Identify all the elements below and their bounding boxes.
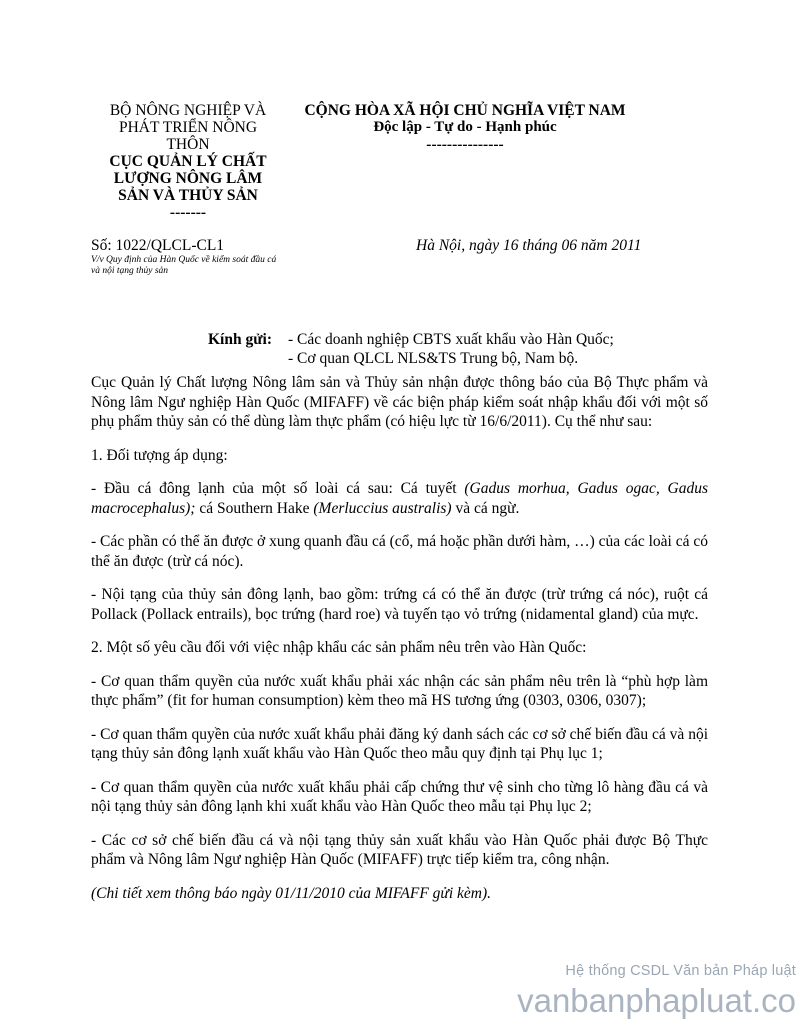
intro-paragraph: Cục Quản lý Chất lượng Nông lâm sản và Thủy sản nhận được thông báo của Bộ Thực phẩm và Nông lâm Ngư nghiệp Hàn Quốc (MIFAFF) về các biện pháp kiểm soát nhập khẩu đối với một số phụ phẩm thủy sản có thể dùng làm thực phẩm (có hiệu lực từ 16/6/2011). Cụ thể như sau: <box>91 374 708 430</box>
national-header <box>280 102 650 153</box>
scope-text: và cá ngừ. <box>451 499 520 517</box>
scope-item: - Các phần có thể ăn được ở xung quanh đầu cá (cổ, má hoặc phần dưới hàm, …) của các loài cá có thể ăn được (trừ cá nóc). <box>91 533 708 570</box>
watermark-tagline: Hệ thống CSDL Văn bản Pháp luật <box>565 963 796 979</box>
site-watermark <box>517 962 796 1021</box>
issuing-authority <box>88 102 288 221</box>
ministry-line: PHÁT TRIỂN NÔNG <box>118 119 258 136</box>
watermark-domain: vanbanphapluat.co <box>517 982 796 1019</box>
document-subject: V/v Quy định của Hàn Quốc về kiểm soát đầu cá và nội tạng thủy sản <box>91 255 277 276</box>
scope-text: - Đầu cá đông lạnh của một số loài cá sau: Cá tuyết <box>91 480 465 497</box>
requirement-item: - Cơ quan thẩm quyền của nước xuất khẩu phải cấp chứng thư vệ sinh cho từng lô hàng đầu cá và nội tạng thủy sản đông lạnh khi xuất khẩu vào Hàn Quốc theo mẫu tại Phụ lục 2; <box>91 778 708 815</box>
recipient-item: - Các doanh nghiệp CBTS xuất khẩu vào Hàn Quốc; <box>288 331 614 348</box>
national-motto: Độc lập - Tự do - Hạnh phúc <box>373 119 557 135</box>
document-number: Số: 1022/QLCL-CL1 <box>91 237 225 254</box>
species-latin: (Gadus morhua, Gadus ogac, Gadus macrocephalus); <box>91 480 708 517</box>
requirement-item: - Các cơ sở chế biến đầu cá và nội tạng thủy sản xuất khẩu vào Hàn Quốc phải được Bộ Thực phẩm và Nông lâm Ngư nghiệp Hàn Quốc (MIFAFF) trực tiếp kiểm tra, công nhận. <box>91 831 708 868</box>
document-date: Hà Nội, ngày 16 tháng 06 năm 2011 <box>416 237 642 254</box>
species-latin: (Merluccius australis) <box>313 499 452 517</box>
requirement-item: - Cơ quan thẩm quyền của nước xuất khẩu phải xác nhận các sản phẩm nêu trên là “phù hợp làm thực phẩm” (fit for human consumption) kèm theo mã HS tương ứng (0303, 0306, 0307); <box>91 672 708 709</box>
header-separator: ------- <box>169 204 207 221</box>
section-title: 2. Một số yêu cầu đối với việc nhập khẩu các sản phẩm nêu trên vào Hàn Quốc: <box>91 639 587 656</box>
section-title: 1. Đối tượng áp dụng: <box>91 446 228 464</box>
republic-title: CỘNG HÒA XÃ HỘI CHỦ NGHĨA VIỆT NAM <box>304 102 626 119</box>
requirement-item: - Cơ quan thẩm quyền của nước xuất khẩu phải đăng ký danh sách các cơ sở chế biến đầu cá và nội tạng thủy sản đông lạnh xuất khẩu vào Hàn Quốc theo mẫu quy định tại Phụ lục 1; <box>91 725 708 762</box>
recipient-item: - Cơ quan QLCL NLS&TS Trung bộ, Nam bộ. <box>288 350 579 367</box>
motto-separator: --------------- <box>426 136 504 153</box>
note-paragraph: (Chi tiết xem thông báo ngày 01/11/2010 của MIFAFF gửi kèm). <box>91 884 492 902</box>
department-line: CỤC QUẢN LÝ CHẤT <box>109 153 267 170</box>
ministry-line: BỘ NÔNG NGHIỆP VÀ <box>109 102 267 119</box>
scope-text: cá Southern Hake <box>195 499 314 517</box>
scope-item <box>91 479 708 518</box>
scope-item: - Nội tạng của thủy sản đông lạnh, bao gồm: trứng cá có thể ăn được (trừ trứng cá nóc), ruột cá Pollack (Pollack entrails), bọc trứng (hard roe) và tuyến tạo vỏ trứng (nidamental gland) của mực. <box>91 586 708 623</box>
document-body <box>91 373 708 917</box>
recipients-block <box>208 330 708 368</box>
recipients-label: Kính gửi: <box>208 331 272 348</box>
department-line: SẢN VÀ THỦY SẢN <box>118 187 258 204</box>
ministry-line: THÔN <box>166 136 210 153</box>
department-line: LƯỢNG NÔNG LÂM <box>113 170 263 187</box>
